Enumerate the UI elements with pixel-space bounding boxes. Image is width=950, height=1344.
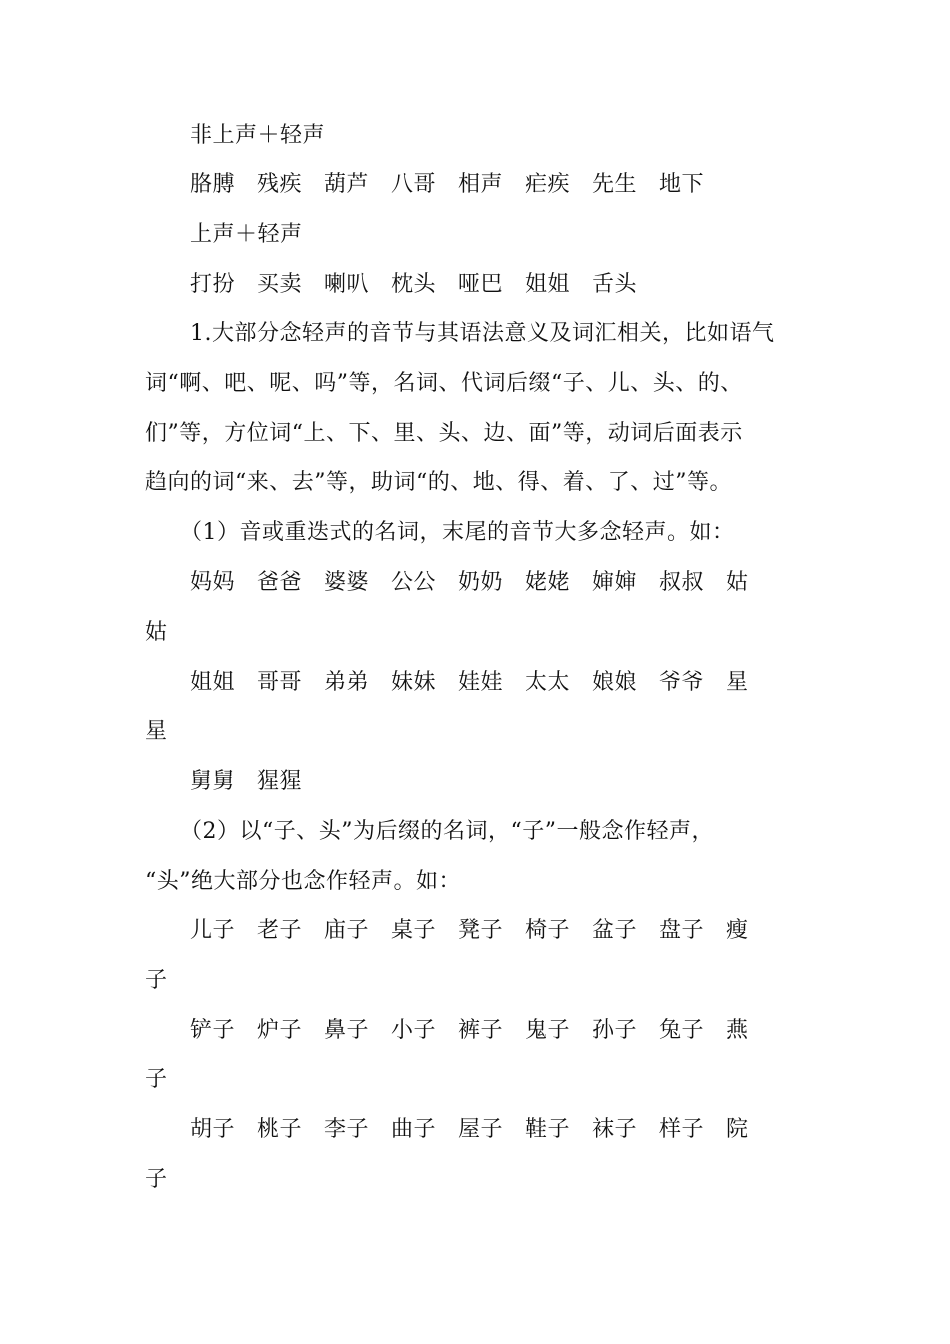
word: 李子 — [324, 1117, 370, 1142]
word: 公公 — [391, 570, 437, 595]
word: 先生 — [592, 172, 638, 197]
word-row-wrap: 星 — [145, 719, 168, 744]
word: 姐姐 — [190, 670, 236, 695]
word-row-zi-3 — [190, 1115, 749, 1145]
paragraph-1-line-4: 趋向的词“来、去”等，助词“的、地、得、着、了、过”等。 — [145, 470, 732, 495]
paragraph-1-line-1: 1.大部分念轻声的音节与其语法意义及词汇相关，比如语气 — [190, 321, 775, 346]
word: 枕头 — [391, 272, 437, 297]
word: 袜子 — [592, 1117, 638, 1142]
word: 娘娘 — [592, 670, 638, 695]
word-row-reduplicated-2 — [190, 668, 749, 698]
word: 炉子 — [257, 1018, 303, 1043]
word: 妈妈 — [190, 570, 236, 595]
word: 八哥 — [391, 172, 437, 197]
word: 舅舅 — [190, 769, 236, 794]
word: 桌子 — [391, 918, 437, 943]
paragraph-1-line-2: 词“啊、吧、呢、吗”等，名词、代词后缀“子、儿、头、的、 — [145, 371, 743, 396]
paragraph-1-line-3: 们”等，方位词“上、下、里、头、边、面”等，动词后面表示 — [145, 421, 743, 446]
word: 燕 — [726, 1018, 749, 1043]
word: 喇叭 — [324, 272, 370, 297]
word: 凳子 — [458, 918, 504, 943]
word: 舌头 — [592, 272, 638, 297]
word-row-wrap: 子 — [145, 1167, 168, 1192]
word: 儿子 — [190, 918, 236, 943]
word: 桃子 — [257, 1117, 303, 1142]
word-row-third-tone — [190, 270, 637, 300]
word: 哥哥 — [257, 670, 303, 695]
word: 猩猩 — [257, 769, 303, 794]
word: 残疾 — [257, 172, 303, 197]
subsection-1: （1）音或重迭式的名词，末尾的音节大多念轻声。如： — [180, 520, 735, 545]
word: 打扮 — [190, 272, 236, 297]
word: 鼻子 — [324, 1018, 370, 1043]
word: 妹妹 — [391, 670, 437, 695]
word: 盘子 — [659, 918, 705, 943]
word-row-non-third-tone — [190, 170, 704, 200]
heading-third-tone: 上声＋轻声 — [190, 222, 303, 247]
word-row-reduplicated-1 — [190, 568, 749, 598]
word: 婶婶 — [592, 570, 638, 595]
word: 太太 — [525, 670, 571, 695]
word: 胳膊 — [190, 172, 236, 197]
word: 爸爸 — [257, 570, 303, 595]
word: 裤子 — [458, 1018, 504, 1043]
word: 哑巴 — [458, 272, 504, 297]
word: 院 — [726, 1117, 749, 1142]
word: 姥姥 — [525, 570, 571, 595]
word: 地下 — [659, 172, 705, 197]
word: 弟弟 — [324, 670, 370, 695]
word: 小子 — [391, 1018, 437, 1043]
word: 曲子 — [391, 1117, 437, 1142]
word: 孙子 — [592, 1018, 638, 1043]
word: 盆子 — [592, 918, 638, 943]
word: 样子 — [659, 1117, 705, 1142]
word: 叔叔 — [659, 570, 705, 595]
word: 奶奶 — [458, 570, 504, 595]
word-row-wrap: 子 — [145, 1067, 168, 1092]
word: 婆婆 — [324, 570, 370, 595]
word: 娃娃 — [458, 670, 504, 695]
word: 疟疾 — [525, 172, 571, 197]
word: 胡子 — [190, 1117, 236, 1142]
word-row-zi-2 — [190, 1016, 749, 1046]
word: 买卖 — [257, 272, 303, 297]
word: 星 — [726, 670, 749, 695]
word: 葫芦 — [324, 172, 370, 197]
word: 老子 — [257, 918, 303, 943]
word-row-zi-1 — [190, 916, 749, 946]
word: 相声 — [458, 172, 504, 197]
word: 爷爷 — [659, 670, 705, 695]
word: 庙子 — [324, 918, 370, 943]
word: 屋子 — [458, 1117, 504, 1142]
word: 瘦 — [726, 918, 749, 943]
word-row-wrap: 子 — [145, 968, 168, 993]
word: 兔子 — [659, 1018, 705, 1043]
word-row-reduplicated-3 — [190, 767, 302, 797]
word: 椅子 — [525, 918, 571, 943]
word: 铲子 — [190, 1018, 236, 1043]
word: 鬼子 — [525, 1018, 571, 1043]
subsection-2-line-2: “头”绝大部分也念作轻声。如： — [145, 869, 461, 894]
heading-non-third-tone: 非上声＋轻声 — [190, 123, 326, 148]
subsection-2-line-1: （2）以“子、头”为后缀的名词，“子”一般念作轻声， — [180, 819, 714, 844]
word-row-wrap: 姑 — [145, 620, 168, 645]
word: 姐姐 — [525, 272, 571, 297]
word: 姑 — [726, 570, 749, 595]
word: 鞋子 — [525, 1117, 571, 1142]
